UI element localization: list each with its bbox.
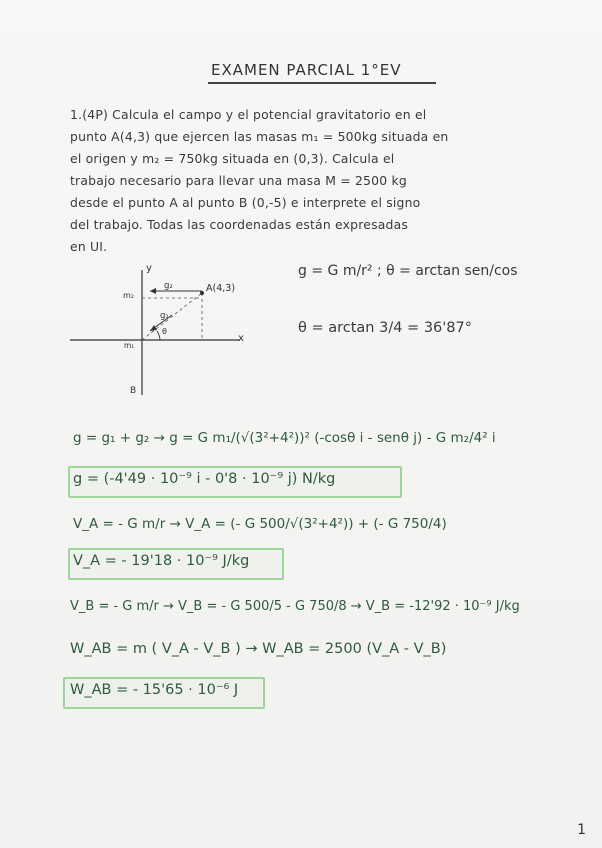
theta-label: θ [162, 327, 167, 336]
m2-label: m₂ [123, 291, 134, 300]
vector-diagram [60, 255, 260, 405]
wab-equation: W_AB = m ( V_A - V_B ) → W_AB = 2500 (V_A - V_B) [70, 641, 447, 657]
title-underline [208, 82, 436, 84]
origin-to-a-dashed [142, 293, 202, 340]
x-axis-label: x [238, 333, 244, 344]
va-result: V_A = - 19'18 · 10⁻⁹ J/kg [73, 553, 250, 569]
problem-line: desde el punto A al punto B (0,-5) e interprete el signo [70, 195, 421, 210]
problem-line: en UI. [70, 239, 108, 254]
theta-arc [157, 331, 160, 340]
page-number: 1 [577, 822, 586, 838]
point-a-dot [200, 291, 204, 295]
g-sum-equation: g = g₁ + g₂ → g = G m₁/(√(3²+4²))² (-cosθ i - senθ j) - G m₂/4² i [73, 430, 496, 446]
m1-label: m₁ [124, 341, 135, 350]
g2-label: g₂ [164, 281, 173, 291]
problem-line: 1.(4P) Calcula el campo y el potencial gravitatorio en el [70, 107, 427, 122]
formula-g-theta: g = G m/r² ; θ = arctan sen/cos [298, 263, 518, 279]
wab-result: W_AB = - 15'65 · 10⁻⁶ J [70, 682, 239, 698]
problem-line: trabajo necesario para llevar una masa M = 2500 kg [70, 173, 407, 188]
problem-line: el origen y m₂ = 750kg situada en (0,3). Calcula el [70, 151, 395, 166]
va-equation: V_A = - G m/r → V_A = (- G 500/√(3²+4²)) + (- G 750/4) [73, 516, 447, 532]
y-axis-label: y [146, 263, 152, 274]
problem-line: del trabajo. Todas las coordenadas están expresadas [70, 217, 409, 232]
formula-theta-value: θ = arctan 3/4 = 36'87° [298, 320, 472, 336]
point-a-label: A(4,3) [206, 283, 236, 294]
g1-label: g₁ [160, 311, 169, 321]
vb-equation: V_B = - G m/r → V_B = - G 500/5 - G 750/8 → V_B = -12'92 · 10⁻⁹ J/kg [70, 599, 520, 614]
g-result: g = (-4'49 · 10⁻⁹ i - 0'8 · 10⁻⁹ j) N/kg [73, 471, 336, 487]
point-b-label: B [130, 386, 137, 396]
g1-arrow [150, 325, 157, 331]
exam-title: EXAMEN PARCIAL 1°EV [211, 61, 402, 79]
problem-line: punto A(4,3) que ejercen las masas m₁ = 500kg situada en [70, 129, 449, 144]
g2-arrow [150, 288, 156, 294]
